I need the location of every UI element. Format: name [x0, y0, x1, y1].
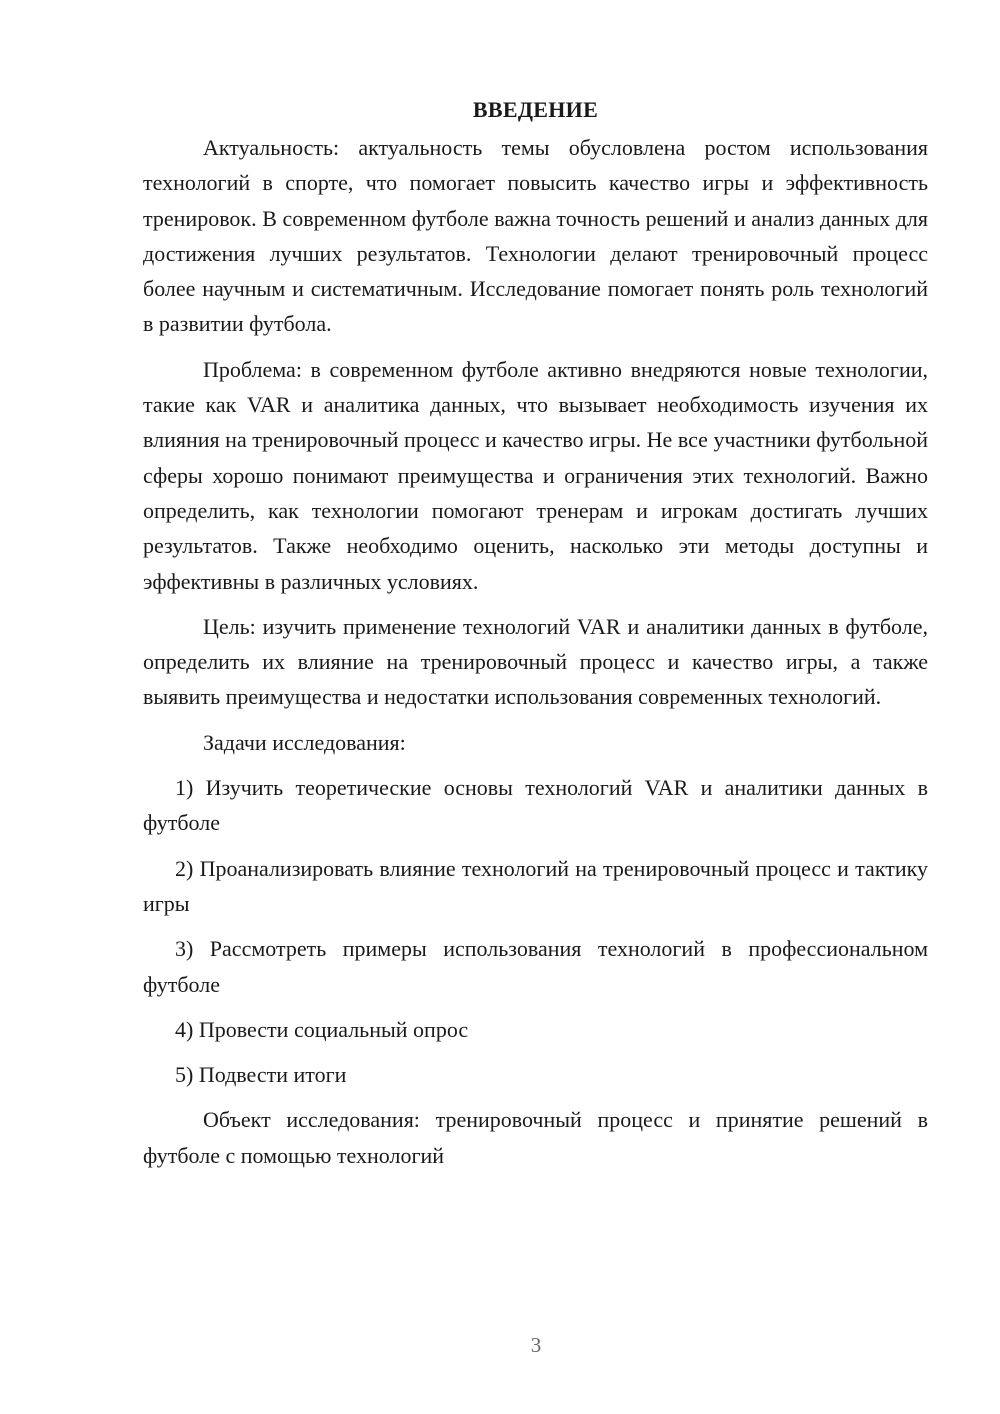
- problem-paragraph: Проблема: в современном футболе активно внедряются новые технологии, такие как VAR и аналитика данных, что вызывает необходимость изучения их влияния на тренировочный процесс и качество игры. Не все участники футбольной сферы хорошо понимают преимущества и ограничения этих технологий. Важно определить, как технологии помогают тренерам и игрокам достигать лучших результатов. Также необходимо оценить, насколько эти методы доступны и эффективны в различных условиях.: [143, 356, 928, 594]
- task-item: 4) Провести социальный опрос: [175, 1016, 469, 1042]
- section-title: ВВЕДЕНИЕ: [472, 97, 599, 122]
- goal-paragraph: Цель: изучить применение технологий VAR и аналитики данных в футболе, определить их влияние на тренировочный процесс и качество игры, а также выявить преимущества и недостатки использования современных технологий.: [143, 613, 928, 710]
- task-item: 3) Рассмотреть примеры использования технологий в профессиональном футболе: [143, 936, 928, 997]
- page-number: 3: [530, 1333, 542, 1357]
- task-item: 5) Подвести итоги: [175, 1062, 347, 1088]
- task-item: 1) Изучить теоретические основы технологий VAR и аналитики данных в футболе: [143, 775, 928, 836]
- document-page: [143, 94, 928, 1183]
- object-paragraph: Объект исследования: тренировочный процесс и принятие решений в футболе с помощью технологий: [143, 1107, 928, 1168]
- task-item: 2) Проанализировать влияние технологий на тренировочный процесс и тактику игры: [143, 855, 928, 916]
- tasks-heading: Задачи исследования:: [203, 729, 406, 755]
- relevance-paragraph: Актуальность: актуальность темы обусловлена ростом использования технологий в спорте, что помогает повысить качество игры и эффективность тренировок. В современном футболе важна точность решений и анализ данных для достижения лучших результатов. Технологии делают тренировочный процесс более научным и систематичным. Исследование помогает понять роль технологий в развитии футбола.: [143, 135, 928, 337]
